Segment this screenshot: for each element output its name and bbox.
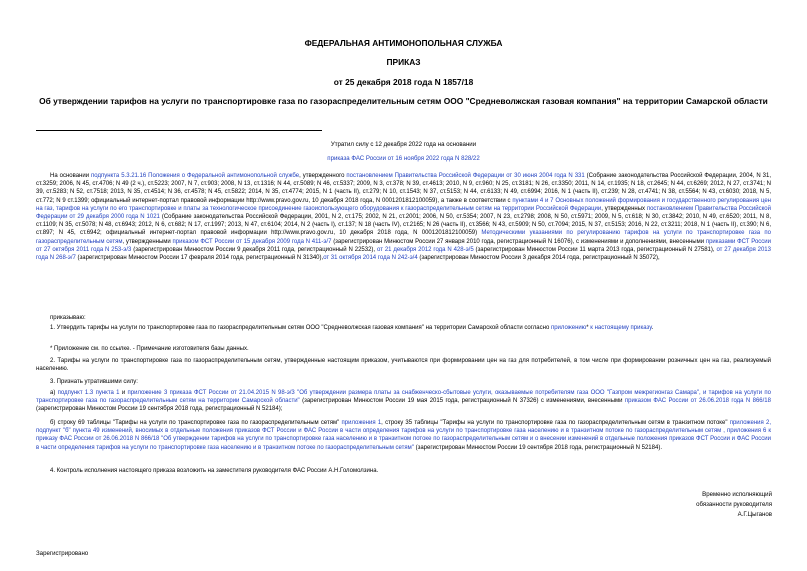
doc-link[interactable]: приложения 1 bbox=[341, 420, 382, 426]
registered-label: Зарегистрировано bbox=[36, 550, 89, 557]
doc-link[interactable]: приказами ФСТ России от 27 октября 2011 года N 253-э/3 bbox=[36, 238, 771, 253]
text-run: На основании bbox=[50, 173, 92, 179]
signature-title-1: Временно исполняющий bbox=[702, 491, 772, 498]
doc-link[interactable]: приложение 3 приказа ФСТ России от 21.04.2015 N 98-э/3 "Об утверждении размера платы за снабженческо-сбытовые услуги, оказываемые потребителям газа ООО "Газпром межрегионгаз Самара", и тарифов на услуги по транспортировке газа по газораспределительным сетям на территории Самарской области" bbox=[36, 390, 771, 405]
doc-link[interactable]: к настоящему приказу bbox=[590, 325, 652, 331]
text-run: и bbox=[119, 390, 128, 396]
text-run: (Собрание законодательства Российской Федерации, 2004, N 31, ст.3259; 2006, N 45, ст.4706; N 49 (2 ч.), ст.5223; 2007, N 7, ст.903; 2008, N 13, ст.1316; N 44, ст.5089; N 46, ст.5337; 2009, N 3, ст.378; N 39, ст.4613; 2010, N 9, ст.960; N 25, ст.3181; N 26, ст.3350; 2011, N 14, ст.1935; N 18, ст.2645; N 44, ст.6269; 2012, N 27, ст.3741; N 39, ст.5283; N 52, ст.7518; 2013, N 35, ст.4514; N 36, ст.4578; N 45, ст.5822; 2014, N 35, ст.4774; 2015, N 1 (часть II), ст.279; N 10, ст.1543; N 37, ст.5153; N 44, ст.6133; N 49, ст.6994; 2016, N 1 (часть II), ст.239; N 28, ст.4741; N 38, ст.5564; N 43, ст.6030; 2018, N 5, ст.772; N 9 ст.1399; официальный интернет-портал правовой информации http://www.pravo.gov.ru, 10 декабря 2018 года, N 0001201812100059), а также в соответствии с bbox=[36, 173, 772, 204]
doc-link[interactable]: от 21 декабря 2012 года N 428-э/5 bbox=[376, 246, 474, 253]
agency-name: ФЕДЕРАЛЬНАЯ АНТИМОНОПОЛЬНАЯ СЛУЖБА bbox=[304, 38, 503, 48]
item-4: 4. Контроль исполнения настоящего приказа возложить на заместителя руководителя ФАС России А.Н.Голомолзина. bbox=[50, 468, 379, 474]
text-run: б) строку 69 таблицы "Тарифы на услуги по транспортировке газа по газораспределительным сетям" bbox=[50, 420, 342, 426]
repeal-note: Утратил силу с 12 декабря 2022 года на основании bbox=[330, 141, 477, 148]
doc-link[interactable]: постановлением Правительства Российской Федерации от 29 декабря 2000 года N 1021 bbox=[36, 205, 771, 221]
title-divider bbox=[36, 130, 322, 131]
item-3a bbox=[36, 389, 771, 414]
doc-link[interactable]: приказом ФАС России от 26.06.2018 года N 866/18 bbox=[624, 398, 771, 405]
item-3: 3. Признать утратившими силу: bbox=[50, 379, 138, 385]
doc-link[interactable]: приложения 2, подпункт "б" пункта 49 изменений, вносимых в отдельные положения приказов ФСТ России и ФАС России в части определения тарифов на услуги по транспортировке газа населению и в транзитном потоке по газораспределительным сетям , приложения 6 к приказу ФАС России от 26.06.2018 N 866/18 "Об утверждении тарифов на услуги по транспортировке газа населению и в транзитном потоке по газораспределительным сетям и о внесении изменений в отдельные положения приказов ФСТ России и ФАС России в части определения тарифов на услуги по транспортировке газа населению и в транзитном потоке по газораспределительным сетям" bbox=[36, 420, 771, 451]
text-run: . bbox=[651, 325, 654, 331]
doc-link[interactable]: приложению bbox=[550, 325, 587, 331]
doc-type: ПРИКАЗ bbox=[386, 57, 421, 67]
text-run: (Собрание законодательства Российской Федерации, 2001, N 2, ст.175; 2002, N 21, ст.2001; 2006, N 50, ст.5354; 2007, N 23, ст.2798; 2008, N 50, ст.5971; 2009, N 5, ст.618; N 30, ст.3842; 2010, N 49, ст.6520; 2011, N 8, ст.1109; N 35, ст.5078; N 48, ст.6943; 2012, N 6, ст.682; N 17, ст.1997; 2013, N 47, ст.6104; 2014, N 2 (часть I), ст.137; N 18 (часть IV), ст.2165; N 26 (часть II), ст.3566; N 43, ст.5909; N 50, ст.7094; 2015, N 37, ст.5153; 2016, N 22, ст.3211; 2018, N 1 (часть II), ст.390; N 6, ст.897; N 45, ст.6942; официальный интернет-портал правовой информации http://www.pravo.gov.ru, 10 декабря 2018 года, N 0001201812100059) bbox=[36, 214, 772, 237]
text-run: (зарегистрирован Минюстом России 11 марта 2013 года, регистрационный N 27581), bbox=[473, 246, 717, 253]
text-run: , утвержденного bbox=[299, 173, 347, 179]
doc-link[interactable]: от 31 октября 2014 года N 242-э/4 bbox=[323, 255, 418, 262]
text-run: , утвержденных bbox=[601, 205, 647, 212]
doc-link[interactable]: приказом ФСТ России от 15 декабря 2009 года N 411-э/7 bbox=[172, 238, 332, 245]
text-run: (зарегистрирован Минюстом России 17 февраля 2014 года, регистрационный N 31340), bbox=[75, 255, 324, 262]
doc-link[interactable]: пунктами 4 и 7 Основных положений формирования и государственного регулирования цен на газ, тарифов на услуги по его транспортировке и платы за технологическое присоединение газоиспользующего оборудования к газораспределительным сетям на территории Российской Федерации bbox=[36, 197, 771, 212]
item-3b bbox=[36, 419, 771, 452]
text-run: , утвержденными bbox=[122, 238, 173, 245]
text-run: (зарегистрирован Минюстом России 3 декабря 2014 года, регистрационный N 35072), bbox=[417, 255, 660, 262]
text-run: (зарегистрирован Минюстом России 19 мая 2015 года, регистрационный N 37326) с изменениями, внесенными bbox=[299, 398, 625, 405]
doc-link[interactable]: от 27 декабря 2013 года N 268-э/7 bbox=[36, 246, 771, 262]
signature-name: А.Г.Цыганов bbox=[737, 511, 772, 518]
text-run: (зарегистрирован Минюстом России 27 января 2010 года, регистрационный N 16076), с изменениями и дополнениями, внесенными bbox=[331, 238, 706, 245]
repeal-link[interactable]: приказа ФАС России от 16 ноября 2022 года N 828/22 bbox=[327, 155, 480, 162]
preamble-paragraph bbox=[36, 172, 771, 262]
doc-title: Об утверждении тарифов на услуги по транспортировке газа по газораспределительным сетям ООО "Средневолжская газовая компания" на территории Самарской области bbox=[39, 96, 768, 106]
text-run: 1. Утвердить тарифы на услуги по транспортировке газа по газораспределительным сетям ООО "Средневолжская газовая компания" на территории Самарской области согласно bbox=[50, 325, 551, 331]
text-run: а) bbox=[50, 390, 58, 396]
text-run: (зарегистрирован Минюстом России 9 декабря 2011 года, регистрационный N 22532), bbox=[131, 246, 377, 253]
doc-link[interactable]: подпункта 5.3.21.16 Положения о Федеральной антимонопольной службе bbox=[91, 173, 300, 179]
doc-date-number: от 25 декабря 2018 года N 1857/18 bbox=[333, 77, 474, 87]
text-run: (зарегистрирован Минюстом России 19 сентября 2018 года, регистрационный N 52184); bbox=[36, 406, 283, 413]
text-run: , строку 35 таблицы "Тарифы на услуги по транспортировке газа по газораспределительным сетям в транзитном потоке" bbox=[381, 420, 730, 426]
text-run: * bbox=[586, 325, 591, 331]
signature-title-2: обязанности руководителя bbox=[696, 501, 772, 508]
text-run: (зарегистрирован Минюстом России 19 сентября 2018 года, регистрационный N 52184). bbox=[413, 444, 662, 451]
doc-link[interactable]: подпункт 1.3 пункта 1 bbox=[57, 390, 120, 396]
doc-link[interactable]: Методическими указаниями по регулированию тарифов на услуги по транспортировке газа по газораспределительным сетям bbox=[36, 230, 772, 245]
item-2: 2. Тарифы на услуги по транспортировке газа по газораспределительным сетям, утвержденные настоящим приказом, учитываются при формировании цен на газ для потребителей, в том числе при формировании розничных цен на газ, реализуемый населению. bbox=[36, 358, 771, 373]
order-word: приказываю: bbox=[50, 315, 86, 321]
doc-link[interactable]: постановлением Правительства Российской Федерации от 30 июня 2004 года N 331 bbox=[346, 173, 585, 179]
footnote: * Приложение см. по ссылке. - Примечание изготовителя базы данных. bbox=[50, 346, 249, 352]
item-1 bbox=[36, 324, 771, 332]
